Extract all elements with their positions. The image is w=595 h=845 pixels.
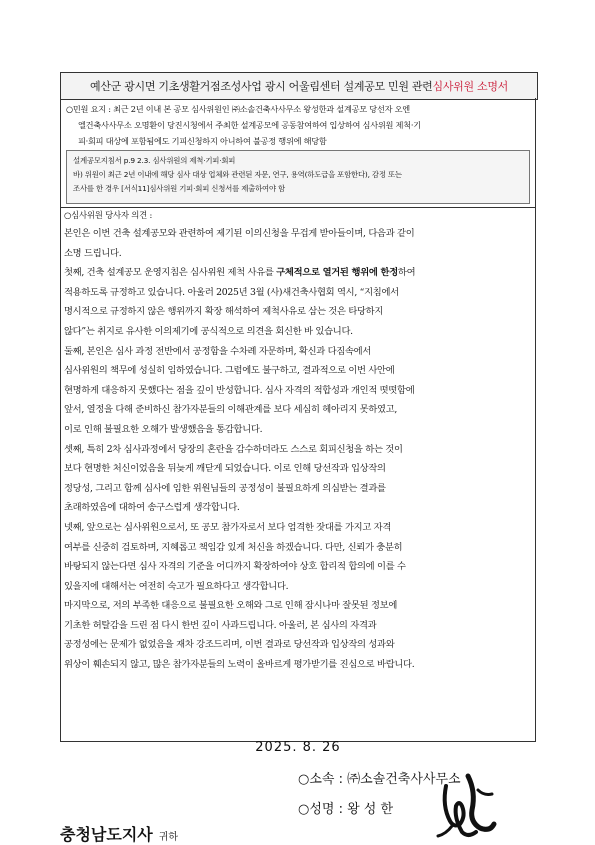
signature-icon [432,766,502,841]
summary-line: 피·회피 대상에 포함됨에도 기피신청하지 아니하여 불공정 행위에 해당함 [78,136,327,146]
body-line: 소명 드립니다. [64,247,122,259]
body-line: 셋째, 특히 2차 심사과정에서 당장의 혼란을 감수하더라도 스스로 회피신청을 하는 것이 [64,443,403,455]
summary-line: ○민원 요지 : 최근 2년 이내 본 공모 심사위원인 ㈜소솔건축사사무소 왕성한과 설계공모 당선자 오엔 [66,104,410,114]
addressee-suffix: 귀하 [158,832,179,843]
document-date: 2025. 8. 26 [255,740,341,755]
body-line: 심사위원의 책무에 성실히 임하였습니다. 그럼에도 불구하고, 결과적으로 이번 사안에 [64,365,395,377]
body-line: 보다 현명한 처신이었음을 뒤늦게 깨닫게 되었습니다. 이로 인해 당선작과 입상작의 [64,463,386,475]
body-line: 바탕되지 않는다면 심사 자격의 기준을 어디까지 확장하여야 상호 합리적 합의에 이를 수 [64,561,406,573]
body-line: 않다”는 취지로 유사한 이의제기에 공식적으로 의견을 회신한 바 있습니다. [64,325,353,337]
body-line: 본인은 이번 건축 설계공모와 관련하여 제기된 이의신청을 무겁게 받아들이며, 다음과 같이 [64,228,415,239]
body-line: 위상이 훼손되지 않고, 많은 참가자분들의 노력이 올바르게 평가받기를 진심으로 바랍니다. [64,659,415,671]
affiliation-label: ○소속 : [298,772,348,787]
body-line: 앞서, 열정을 다해 준비하신 참가자분들의 이해관계를 보다 세심히 헤아리지 못하였고, [64,404,398,416]
body-line: 초래하였음에 대하여 송구스럽게 생각합니다. [64,502,240,514]
guideline-excerpt-box [66,150,530,204]
body-line: 있을지에 대해서는 여전히 숙고가 필요하다고 생각합니다. [64,580,289,592]
body-line: 정당성, 그리고 함께 심사에 임한 위원님들의 공정성이 불필요하게 의심받는 결과를 [64,482,386,494]
guideline-line: 바) 위원이 최근 2년 이내에 해당 심사 대상 업체와 관련된 자문, 연구, 용역(하도급을 포함한다), 감정 또는 [73,170,402,179]
body-line: 이로 인해 불필요한 오해가 발생했음을 통감합니다. [64,423,263,435]
signer-value: 왕 성 한 [347,802,394,817]
emphasis-text: 구체적으로 열거된 행위에 한정 [276,267,398,279]
guideline-line: 설계공모지침서 p.9 2.3. 심사위원의 제척·기피·회피 [73,156,236,165]
body-line: 기초한 허탈감을 드린 점 다시 한번 깊이 사과드립니다. 아울러, 본 심사의 자격과 [64,619,377,631]
body-line: 현명하게 대응하지 못했다는 점을 깊이 반성합니다. 심사 자격의 적합성과 개인적 떳떳함에 [64,384,415,396]
summary-line: 엘건축사사무소 오명환이 당진시청에서 주최한 설계공모에 공동참여하여 입상하여 심사위원 제척·기 [78,120,421,130]
body-text: 하여 [397,267,416,279]
body-line: 명시적으로 규정하지 않은 행위까지 확장 해석하여 제척사유로 삼는 것은 타당하지 [64,306,384,318]
document-title [60,72,538,100]
addressee [60,822,178,845]
title-accent: 심사위원 소명서 [432,80,508,93]
title-main: 예산군 광시면 기초생활거점조성사업 광시 어울림센터 설계공모 민원 관련 [90,80,433,93]
body-text: 첫째, 건축 설계공모 운영지침은 심사위원 제척 사유를 [64,267,277,279]
signer-name [298,798,393,817]
signer-label: ○성명 : [298,802,348,817]
addressee-org: 충청남도지사 [60,825,153,844]
complaint-summary [66,101,532,149]
body-line: 마지막으로, 저의 부족한 대응으로 불필요한 오해와 그로 인해 잠시나마 잘못된 정보에 [64,600,398,612]
opinion-body [64,224,532,675]
opinion-heading: ○심사위원 당사자 의견 : [64,210,153,220]
affiliation-value: ㈜소솔건축사사무소 [347,772,461,787]
body-line: 공정성에는 문제가 없었음을 재차 강조드리며, 이번 결과로 당선작과 입상작의 성과와 [64,639,395,651]
guideline-line: 조사를 한 경우 [서식11]심사위원 기피·회피 신청서를 제출하여야 함 [73,184,285,193]
body-line: 여부를 신중히 검토하며, 지혜롭고 책임감 있게 처신을 하겠습니다. 다만, 신뢰가 충분히 [64,541,403,553]
body-line: 적용하도록 규정하고 있습니다. 아울러 2025년 3월 (사)새건축사협회 역시, “지침에서 [64,286,399,298]
body-line-emphasis [64,263,532,283]
body-line: 넷째, 앞으로는 심사위원으로서, 또 공모 참가자로서 보다 엄격한 잣대를 가지고 자격 [64,521,392,533]
body-line: 둘째, 본인은 심사 과정 전반에서 공정함을 수차례 자문하며, 확신과 다짐속에서 [64,345,371,357]
